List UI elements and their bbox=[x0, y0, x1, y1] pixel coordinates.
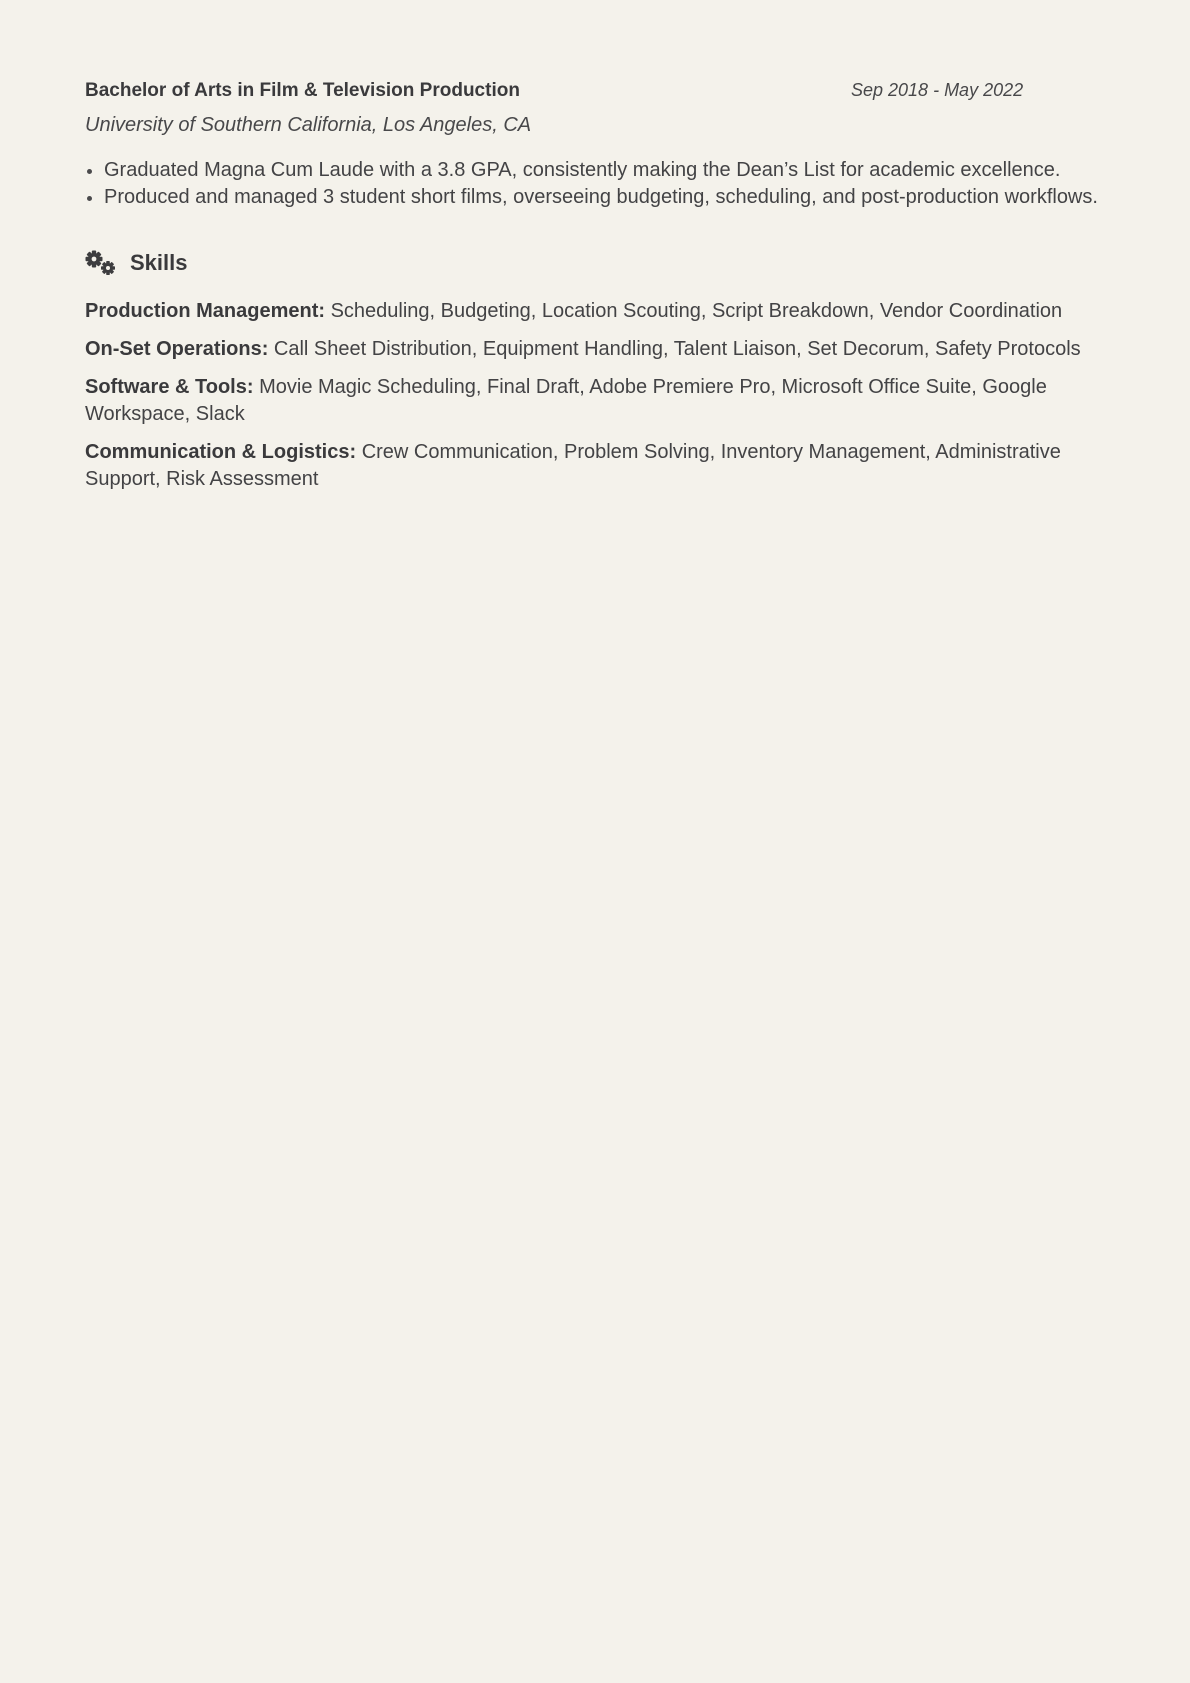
list-item: Graduated Magna Cum Laude with a 3.8 GPA, consistently making the Dean’s List for academic excellence. bbox=[85, 157, 1105, 184]
skill-row-software-tools bbox=[85, 374, 1105, 428]
skill-category: Production Management: bbox=[85, 300, 326, 322]
skill-items: Call Sheet Distribution, Equipment Handling, Talent Liaison, Set Decorum, Safety Protocols bbox=[273, 338, 1081, 360]
skill-category: Communication & Logistics: bbox=[85, 441, 357, 463]
education-bullets bbox=[85, 157, 1105, 211]
skill-row-production-management bbox=[85, 298, 1105, 325]
skill-row-on-set-operations bbox=[85, 336, 1105, 363]
skill-items: Scheduling, Budgeting, Location Scouting, Script Breakdown, Vendor Coordination bbox=[330, 300, 1063, 322]
skills-section-header bbox=[85, 248, 1105, 278]
resume-page bbox=[85, 78, 1105, 504]
skill-category: On-Set Operations: bbox=[85, 338, 269, 360]
skill-items: Crew Communication, Problem Solving, Inventory Management, Administrative Support, Risk Assessment bbox=[85, 441, 1061, 490]
skill-row-communication-logistics bbox=[85, 439, 1105, 493]
list-item: Produced and managed 3 student short films, overseeing budgeting, scheduling, and post-production workflows. bbox=[85, 184, 1105, 211]
education-entry bbox=[85, 78, 1105, 211]
education-dates: Sep 2018 - May 2022 bbox=[851, 80, 1024, 100]
skill-category: Software & Tools: bbox=[85, 376, 254, 398]
skills-heading: Skills bbox=[130, 250, 188, 275]
degree-title: Bachelor of Arts in Film & Television Production bbox=[85, 80, 520, 101]
gears-icon bbox=[85, 250, 116, 276]
skill-items: Movie Magic Scheduling, Final Draft, Adobe Premiere Pro, Microsoft Office Suite, Google Workspace, Slack bbox=[85, 376, 1047, 425]
skills-list bbox=[85, 298, 1105, 493]
school-name: University of Southern California, Los Angeles, CA bbox=[85, 114, 532, 136]
education-header bbox=[85, 78, 1105, 108]
